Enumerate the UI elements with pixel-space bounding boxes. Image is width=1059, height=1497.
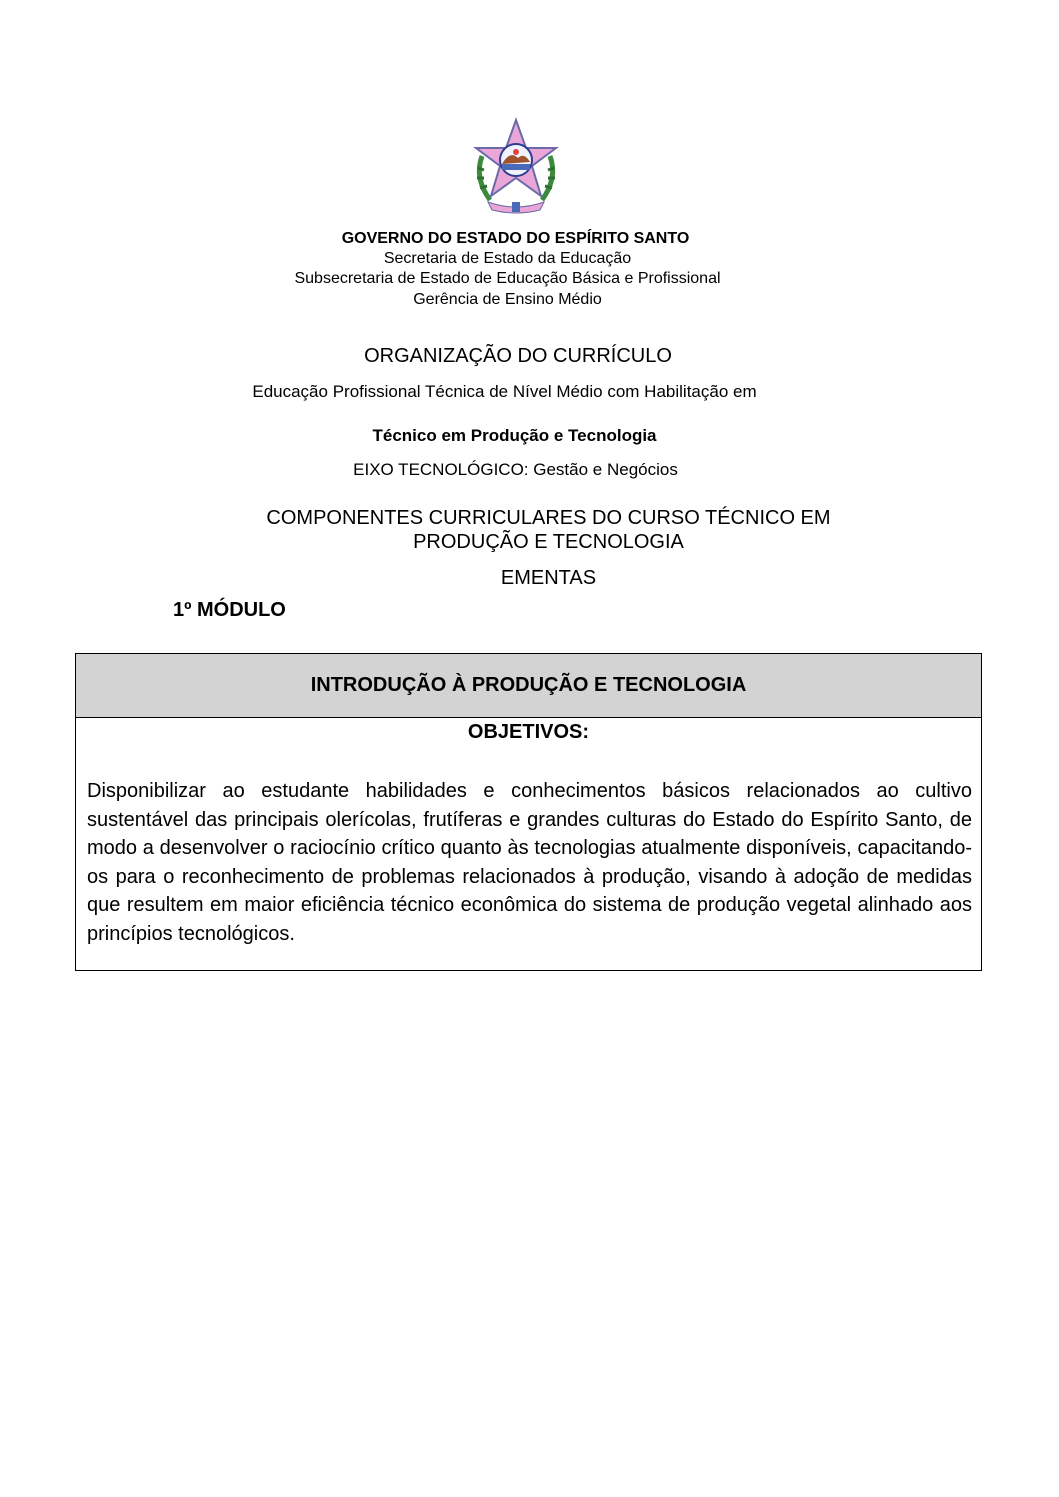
education-line: Educação Profissional Técnica de Nível Médio com Habilitação em: [252, 382, 757, 401]
subsecretariat-line: Subsecretaria de Estado de Educação Básica e Profissional: [294, 270, 721, 287]
management-line: Gerência de Ensino Médio: [413, 291, 602, 308]
components-title-line-1: COMPONENTES CURRICULARES DO CURSO TÉCNICO EM: [266, 507, 831, 529]
objectives-text: Disponibilizar ao estudante habilidades e conhecimentos básicos relacionados ao cultivo sustentável das principais olerícolas, frutíferas e grandes culturas do Estado do Espírito Santo, de modo a desenvolver o raciocínio crítico quanto às tecnologias atualmente disponíveis, capacitando-os para o reconhecimento de problemas relacionados à produção, visando à adoção de medidas que resultem em maior eficiência técnico econômica do sistema de produção vegetal alinhado aos princípios tecnológicos.: [87, 780, 972, 945]
table-header: [76, 654, 981, 718]
subject-title: INTRODUÇÃO À PRODUÇÃO E TECNOLOGIA: [310, 674, 747, 696]
module-heading: 1º MÓDULO: [173, 599, 286, 621]
objectives-label: OBJETIVOS:: [467, 721, 590, 743]
espirito-santo-coat-of-arms-icon: [468, 116, 564, 216]
ementas-heading: EMENTAS: [500, 567, 597, 589]
government-title: GOVERNO DO ESTADO DO ESPÍRITO SANTO: [341, 230, 690, 247]
document-title: ORGANIZAÇÃO DO CURRÍCULO: [364, 345, 672, 367]
secretariat-line: Secretaria de Estado da Educação: [383, 250, 632, 267]
components-title-line-2: PRODUÇÃO E TECNOLOGIA: [413, 531, 684, 553]
table-body: [76, 720, 981, 945]
technological-axis: EIXO TECNOLÓGICO: Gestão e Negócios: [353, 460, 678, 479]
course-name: Técnico em Produção e Tecnologia: [372, 426, 657, 445]
course-table: [75, 653, 982, 971]
